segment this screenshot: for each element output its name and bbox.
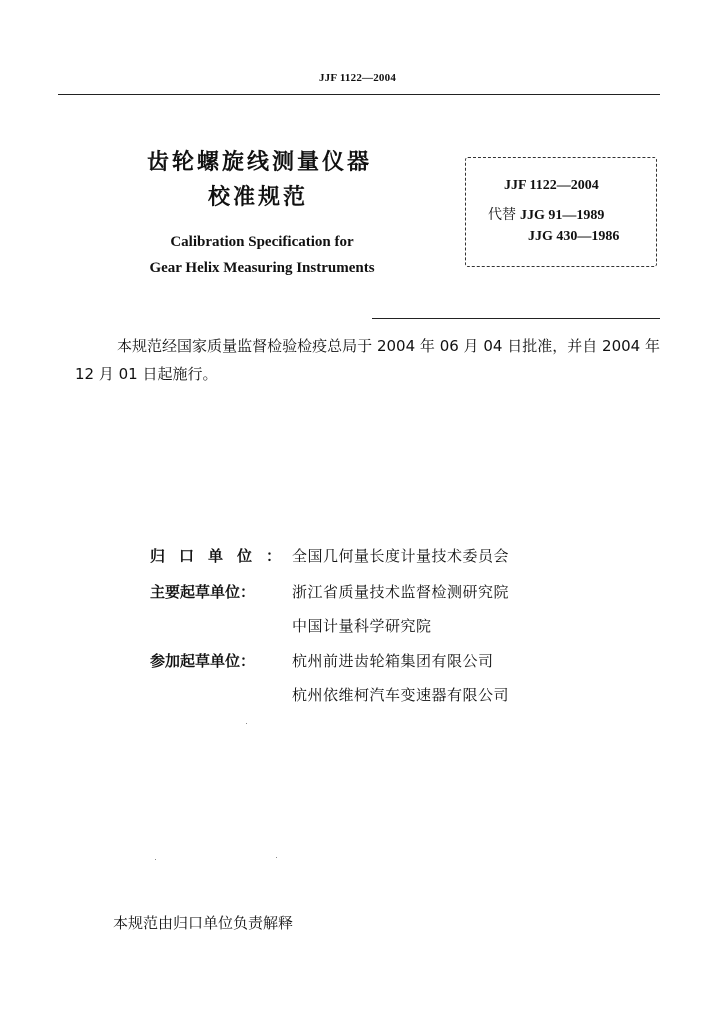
- replace-label: 代替: [488, 207, 516, 223]
- standard-code-box: [465, 157, 657, 267]
- join-drafting-value-2: 杭州依维柯汽车变速器有限公司: [292, 686, 510, 704]
- header-rule: [58, 94, 660, 95]
- code-replaces-1: [488, 204, 604, 224]
- code-main: JJF 1122—2004: [504, 178, 599, 193]
- replace-code-1: JJG 91—1989: [520, 208, 605, 223]
- main-drafting-value-2: 中国计量科学研究院: [292, 617, 432, 635]
- mid-rule: [372, 318, 660, 319]
- title-chinese-line-2: 校准规范: [208, 185, 309, 210]
- header-standard-code: JJF 1122—2004: [318, 72, 397, 84]
- join-drafting-label: 参加起草单位：: [150, 652, 256, 670]
- main-drafting-label: 主要起草单位：: [150, 583, 256, 601]
- scan-speck: [246, 723, 247, 724]
- title-english-line-1: Calibration Specification for: [170, 234, 354, 250]
- title-chinese-line-1: 齿轮螺旋线测量仪器: [147, 150, 373, 175]
- guikou-unit-label: 归口单位：: [150, 547, 296, 565]
- join-drafting-value-1: 杭州前进齿轮箱集团有限公司: [292, 652, 494, 670]
- guikou-unit-value: 全国几何量长度计量技术委员会: [292, 547, 510, 565]
- footer-note: 本规范由归口单位负责解释: [113, 914, 294, 932]
- approval-paragraph: 本规范经国家质量监督检验检疫总局于 2004 年 06 月 04 日批准，并自 2004 年 12 月 01 日起施行。: [75, 337, 660, 383]
- title-english-line-2: Gear Helix Measuring Instruments: [149, 260, 375, 276]
- code-replaces-2: JJG 430—1986: [528, 229, 620, 244]
- scan-speck: [155, 859, 156, 860]
- main-drafting-value-1: 浙江省质量技术监督检测研究院: [292, 583, 510, 601]
- scan-speck: [276, 857, 277, 858]
